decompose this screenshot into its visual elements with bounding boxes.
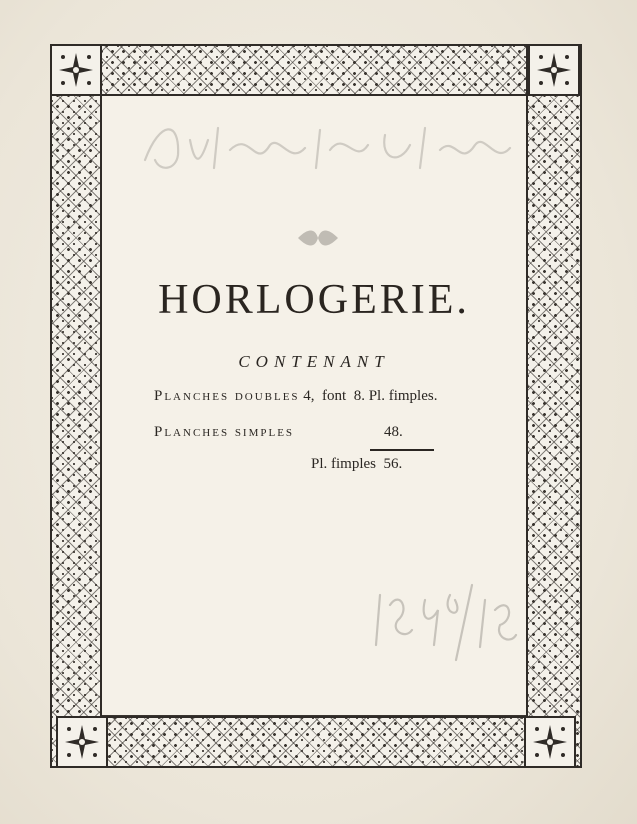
planches-doubles-joiner: font [322, 388, 347, 404]
planches-doubles-count: 4, [303, 388, 315, 404]
ornamental-border-right [526, 44, 582, 768]
ornamental-border-top [50, 44, 582, 96]
sum-rule [370, 449, 434, 451]
planches-simples-label: Planches simples [154, 424, 295, 440]
planches-doubles-label: Planches doubles [154, 388, 300, 404]
subtitle: CONTENANT [238, 352, 390, 371]
corner-ornament-icon [56, 716, 108, 768]
page-title: HORLOGERIE. [158, 277, 470, 323]
total-line [311, 456, 402, 473]
ornamental-border-bottom [58, 716, 576, 768]
planches-doubles-line [154, 388, 437, 405]
planches-simples-line [154, 424, 403, 441]
total-count: 56. [383, 456, 403, 472]
corner-ornament-icon [524, 716, 576, 768]
planches-simples-count: 48. [384, 424, 403, 440]
fleuron-ornament-icon [293, 226, 343, 250]
faded-handwritten-date [370, 575, 520, 665]
faded-handwritten-inscription [140, 110, 520, 180]
corner-ornament-icon [50, 44, 102, 96]
corner-ornament-icon [528, 44, 580, 96]
planches-doubles-equiv-label: Pl. fimples. [368, 388, 438, 404]
total-label: Pl. fimples [311, 456, 377, 472]
ornamental-border-left [50, 44, 102, 768]
planches-doubles-equiv: 8. [353, 388, 365, 404]
